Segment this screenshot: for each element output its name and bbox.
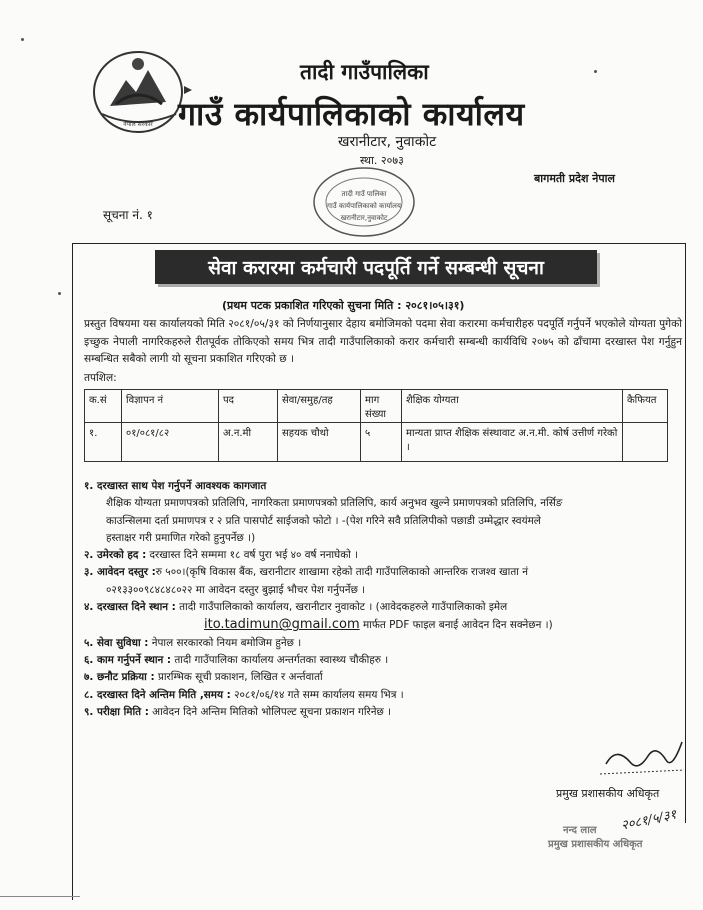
req-exam-label: ९. परीक्षा मिति : — [84, 705, 149, 718]
req-exam-text: आवेदन दिने अन्तिम मितिको भोलिपल्ट सूचना प्रकाशन गरिनेछ । — [148, 705, 392, 718]
req-email-after: मार्फत PDF फाइल बनाई आवेदन दिन सक्नेछन ।) — [359, 619, 553, 632]
content-frame-left — [72, 243, 73, 900]
cell-remarks — [623, 423, 668, 462]
req-fee-text: रु ५००।(कृषि विकास बैंक, खरानीटार शाखामा रहेको तादी गाउँपालिकाको आन्तरिक राजश्व खाता नं — [155, 566, 529, 579]
established-year: स्था. २०७३ — [360, 154, 404, 167]
req-fee-line-2: ०२१३३००९८४८४८०२२ मा आवेदन दस्तुर बुझाई भौचर पेश गर्नुपर्नेछ । — [106, 583, 366, 596]
email-link[interactable]: ito.tadimun@gmail.com — [204, 617, 360, 633]
seal-line-3: खरानीटार,नुवाकोट — [340, 214, 388, 222]
req-age-label: २. उमेरको हद : — [84, 549, 147, 562]
cell-ad-number: ०१/०८१/८२ — [122, 423, 219, 462]
cell-serial: १. — [85, 423, 122, 462]
req-deadline — [84, 687, 682, 704]
officer-name-stamp: नन्द लाल — [563, 825, 597, 836]
req-workplace-label: ६. काम गर्नुपर्ने स्थान : — [84, 653, 172, 666]
scan-speck — [21, 38, 24, 41]
handwritten-signature — [596, 734, 688, 788]
req-place-text: तादी गाउँपालिकाको कार्यालय, खरानीटार नुवाकोट । (आवेदकहरुले गाउँपालिकाको इमेल — [175, 601, 508, 614]
req-age-text: दरखास्त दिने सम्ममा १८ वर्ष पुरा भई ४० वर्ष ननाघेको । — [146, 549, 359, 562]
emblem-caption: नेपाल सरकार — [123, 121, 153, 128]
seal-line-2: गाउँ कार्यपालिकाको कार्यालय — [327, 202, 401, 210]
publication-subheading: (प्रथम पटक प्रकाशित गरिएको सुचना मिति : २०८१।०५।३१) — [222, 299, 465, 312]
scan-speck — [594, 70, 597, 73]
handwritten-date — [618, 798, 698, 834]
req-submission-place — [84, 599, 682, 616]
req-fee-label: ३. आवेदन दस्तुर : — [84, 566, 156, 579]
table-header-row — [85, 390, 668, 423]
cell-service-group-level: सहयक चौथो — [278, 423, 361, 462]
req-facilities — [84, 635, 682, 652]
cell-post: अ.न.मी — [219, 423, 278, 462]
content-frame-top — [72, 243, 686, 244]
notice-title-banner: सेवा करारमा कर्मचारी पदपूर्ति गर्ने सम्बन्धी सूचना — [155, 250, 597, 284]
office-location: खरानीटार, नुवाकोट — [338, 134, 437, 150]
req-email-line — [84, 616, 682, 634]
req-selection-text: प्रारम्भिक सूची प्रकाशन, लिखित र अर्न्तवार्ता — [154, 671, 323, 684]
req-documents-line-3: हस्ताक्षर गरी प्रमाणित गरेको हुनुपर्नेछ ।) — [106, 531, 256, 544]
handwritten-date-text: २०८१/५/३१ — [619, 807, 678, 834]
province-label: बागमती प्रदेश नेपाल — [534, 172, 615, 185]
col-post: पद — [219, 390, 278, 423]
req-age-limit — [84, 547, 682, 564]
req-documents-line-1: शैक्षिक योग्यता प्रमाणपत्रको प्रतिलिपि, नागरिकता प्रमाणपत्रको प्रतिलिपि, कार्य अनुभव खुल्ने प्रमाणपत्रको प्रतिलिपि, नर्सिङ — [106, 497, 563, 510]
col-ad-number: विज्ञापन नं — [122, 390, 219, 423]
req-documents-title: १. दरखास्त साथ पेश गर्नुपर्ने आवश्यक कागजात — [84, 480, 267, 492]
cell-qualification: मान्यता प्राप्त शैक्षिक संस्थावाट अ.न.मी. कोर्ष उत्तीर्ण गरेको । — [402, 423, 623, 462]
signatory-title: प्रमुख प्रशासकीय अधिकृत — [556, 787, 660, 800]
req-facilities-label: ५. सेवा सुविधा : — [84, 636, 149, 649]
req-documents-line-2: काउन्सिलमा दर्ता प्रमाणपत्र र २ प्रति पासपोर्ट साईजको फोटो । -(पेश गरिने सवै प्रतिलिपीको पछाडी उम्मेद्धार स्वयंमले — [106, 514, 541, 527]
col-remarks: कैफियत — [623, 390, 668, 423]
notice-body: प्रस्तुत विषयमा यस कार्यालयको मिति २०८१/०५/३१ को निर्णयानुसार देहाय बमोजिमको पदमा सेवा करारमा कर्मचारीहरु पदपूर्ति गर्नुपर्ने भएकोले योग्यता पुगेको इच्छुक नेपाली नागरिकहरुले रीतपूर्वक तोकिएको समय भित्र तादी गाउँपालिकाको करार कर्मचारी सम्बन्धी कार्यविधि २०७५ को ढाँचामा दरखास्त पेश गर्नुहुन सम्बन्धित सबैको लागी यो सूचना प्रकाशित गरिएको छ । — [84, 318, 682, 365]
requirements-list — [84, 478, 682, 721]
col-service-group-level: सेवा/समुह/तह — [278, 390, 361, 423]
col-demand-count: माग संख्या — [361, 390, 402, 423]
req-place-label: ४. दरखास्त दिने स्थान : — [84, 601, 176, 614]
office-name: गाउँ कार्यपालिकाको कार्यालय — [178, 95, 525, 133]
seal-line-1: तादी गाउँ पालिका — [341, 190, 387, 198]
details-label: तपशिल: — [84, 372, 117, 384]
vacancy-table — [84, 389, 668, 462]
table-row — [85, 423, 668, 462]
municipality-name: तादी गाउँपालिका — [300, 60, 429, 84]
scan-speck — [58, 292, 61, 295]
page-bottom-rule — [0, 896, 80, 897]
req-selection — [84, 669, 682, 686]
req-selection-label: ७. छनौट प्रक्रिया : — [84, 671, 155, 684]
cell-demand-count: ५ — [361, 423, 402, 462]
req-facilities-text: नेपाल सरकारको नियम बमोजिम हुनेछ । — [148, 636, 302, 649]
req-workplace-text: तादी गाउँपालिका कार्यालय अन्तर्गतका स्वास्थ्य चौकीहरु । — [171, 653, 389, 666]
officer-title-stamp: प्रमुख प्रशासकीय अधिकृत — [548, 839, 643, 850]
col-serial: क.सं — [85, 390, 122, 423]
office-seal-stamp — [300, 162, 440, 244]
col-qualification: शैक्षिक योग्यता — [402, 390, 623, 423]
req-deadline-label: ८. दरखास्त दिने अन्तिम मिति ,समय : — [84, 688, 231, 701]
req-deadline-text: २०८१/०६/१४ गते सम्म कार्यालय समय भित्र । — [230, 688, 404, 701]
req-fee — [84, 564, 682, 581]
notice-number: सूचना नं. १ — [103, 208, 153, 222]
req-workplace — [84, 652, 682, 669]
req-exam-date — [84, 704, 682, 721]
